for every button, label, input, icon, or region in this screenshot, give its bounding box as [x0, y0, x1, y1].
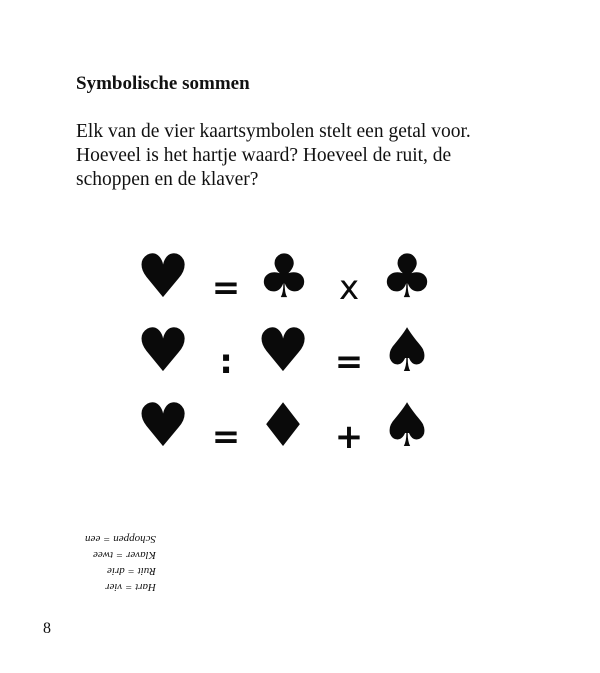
times-sign: x — [338, 268, 360, 308]
page-number: 8 — [43, 620, 51, 637]
division-sign: : — [219, 342, 233, 382]
plus-sign: + — [334, 417, 364, 457]
equals-sign: = — [211, 417, 241, 457]
spade-icon: ♠ — [380, 316, 434, 386]
page-title: Symbolische sommen — [76, 73, 250, 94]
club-icon: ♣ — [380, 242, 434, 312]
answer-line: Schoppen = een — [85, 533, 156, 545]
heart-icon: ♥ — [256, 316, 310, 386]
answer-line: Ruit = drie — [107, 565, 156, 577]
heart-icon: ♥ — [136, 316, 190, 386]
upside-down-answer — [85, 531, 156, 595]
heart-icon: ♥ — [136, 391, 190, 461]
spade-icon: ♠ — [380, 391, 434, 461]
answer-line: Hart = vier — [105, 581, 156, 593]
intro-text: Elk van de vier kaartsymbolen stelt een getal voor. Hoeveel is het hartje waard? Hoeveel de ruit, de schoppen en de klaver? — [76, 121, 471, 190]
club-icon: ♣ — [257, 242, 311, 312]
answer-line: Klaver = twee — [92, 549, 156, 561]
heart-icon: ♥ — [136, 242, 190, 312]
equals-sign: = — [334, 342, 364, 382]
diamond-icon: ♦ — [256, 391, 310, 461]
equals-sign: = — [211, 268, 241, 308]
